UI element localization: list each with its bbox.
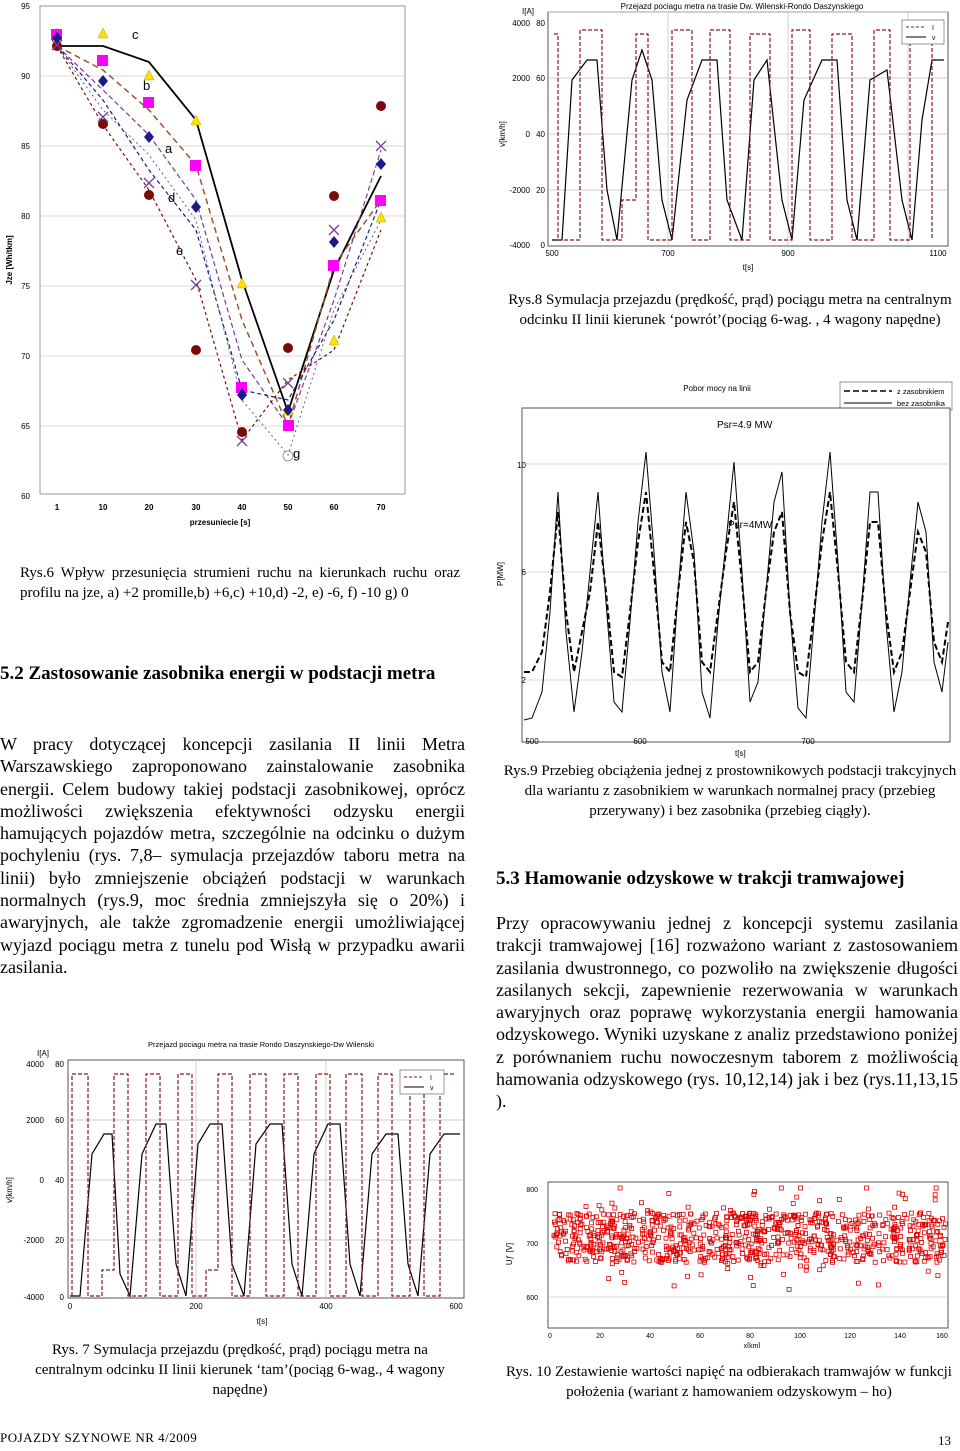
fig6-xtick: 40	[237, 503, 247, 512]
fig7-i-tick: -4000	[23, 1293, 44, 1302]
fig6-label-e: e	[176, 243, 184, 258]
fig6-label-c: c	[132, 27, 139, 42]
fig9-xlabel: t[s]	[735, 749, 746, 758]
fig7-t-tick: 400	[319, 1302, 333, 1311]
fig6-ytick: 90	[21, 72, 30, 81]
fig7-t-label: t[s]	[256, 1317, 268, 1326]
fig8-i-tick: -2000	[509, 186, 530, 195]
fig8-t-tick: 700	[661, 249, 675, 258]
fig6-label-d: d	[168, 190, 176, 205]
fig8-v-tick: 40	[536, 130, 545, 139]
figure-6-chart	[0, 0, 410, 532]
fig10-xtick: 120	[844, 1333, 856, 1340]
fig6-ytick: 95	[21, 2, 30, 11]
fig6-ytick: 70	[21, 352, 30, 361]
fig8-legend	[902, 20, 944, 44]
figure-6-svg	[0, 0, 410, 532]
fig7-t-tick: 600	[449, 1302, 463, 1311]
fig6-xtick: 70	[376, 503, 386, 512]
fig7-title: Przejazd pociagu metra na trasie Rondo Daszynskiego-Dw Wilenski	[148, 1040, 374, 1049]
fig10-xtick: 80	[746, 1333, 754, 1340]
figure-7-svg	[0, 1034, 470, 1334]
section-5-3-heading: 5.3 Hamowanie odzyskowe w trakcji tramwajowej	[496, 868, 905, 889]
fig8-t-tick: 900	[781, 249, 795, 258]
fig8-v-tick: 80	[536, 19, 545, 28]
fig6-xtick: 60	[329, 503, 339, 512]
fig10-ytick: 700	[526, 1241, 538, 1248]
figure-8-svg	[492, 0, 960, 280]
fig7-t-tick: 200	[189, 1302, 203, 1311]
fig10-ylabel: Uƒ [V]	[505, 1242, 514, 1266]
fig10-xtick: 60	[696, 1333, 704, 1340]
fig6-ytick: 80	[21, 212, 30, 221]
fig8-i-tick: -4000	[509, 241, 530, 250]
fig8-i-tick: 0	[525, 130, 530, 139]
fig8-v-tick: 60	[536, 74, 545, 83]
fig9-legend-bez: bez zasobnika	[897, 399, 945, 408]
fig7-v-tick: 0	[59, 1293, 64, 1302]
fig10-xtick: 0	[548, 1333, 552, 1340]
fig6-label-b: b	[143, 78, 151, 93]
fig9-xtick: 500	[525, 737, 539, 746]
fig10-xtick: 40	[646, 1333, 654, 1340]
fig6-ytick: 60	[21, 492, 30, 501]
figure-7-chart	[0, 1034, 470, 1334]
fig7-legend-i: I	[430, 1075, 432, 1082]
fig7-v-tick: 20	[55, 1236, 64, 1245]
fig7-i-tick: 0	[39, 1176, 44, 1185]
fig10-xtick: 20	[596, 1333, 604, 1340]
fig9-xtick: 700	[801, 737, 815, 746]
fig6-xlabel: przesuniecie [s]	[189, 518, 251, 527]
journal-footer: POJAZDY SZYNOWE NR 4/2009	[0, 1430, 198, 1445]
fig10-ytick: 800	[526, 1187, 538, 1194]
fig6-ytick: 85	[21, 142, 30, 151]
fig8-v-tick: 0	[540, 241, 545, 250]
fig8-v-label: v[km/h]	[498, 121, 507, 147]
fig9-annotation-1: Psr=4.9 MW	[717, 420, 773, 431]
fig7-legend	[400, 1070, 444, 1094]
fig8-i-tick: 2000	[512, 74, 530, 83]
fig8-i-tick: 4000	[512, 19, 530, 28]
figure-10-chart	[492, 1176, 960, 1348]
section-5-2-heading: 5.2 Zastosowanie zasobnika energii w podstacji metra	[0, 663, 436, 684]
fig10-xlabel: x[km]	[743, 1343, 761, 1348]
fig7-v-tick: 60	[55, 1116, 64, 1125]
section-5-3-body: Przy opracowywaniu jednej z koncepcji systemu zasilania trakcji tramwajowej [16] rozważono wariant z zastosowaniem zasilania dwustronnego, co pozwoliło na zwiększenie długości zasilanych sekcji, zapewnienie rezerwowania w warunkach awaryjnych oraz poprawę wykorzystania energii hamowania odzyskowego. Wyniki uzyskane z analiz przedstawiono poniżej z porównaniem ruchu nowoczesnym taborem z możliwością hamowania odzyskowego (rys. 10,12,14) jak i bez (rys.11,13,15 ).	[496, 913, 958, 1112]
fig9-xtick: 600	[633, 737, 647, 746]
fig9-ytick: 2	[521, 676, 526, 685]
figure-9-chart	[492, 372, 960, 748]
figure-10-svg	[492, 1176, 960, 1348]
fig6-ytick: 65	[21, 422, 30, 431]
fig9-ytick: 6	[521, 568, 526, 577]
fig7-i-tick: -2000	[23, 1236, 44, 1245]
fig10-xtick: 160	[936, 1333, 948, 1340]
fig8-t-tick: 1100	[929, 249, 947, 258]
fig6-xtick: 30	[191, 503, 201, 512]
caption-rys9: Rys.9 Przebieg obciążenia jednej z prostownikowych podstacji trakcyjnych dla wariantu z zasobnikiem w warunkach normalnej pracy (przebieg przerywany) i bez zasobnika (przebieg ciągły).	[503, 763, 957, 819]
page-number: 13	[938, 1433, 951, 1448]
fig9-ylabel: P[MW]	[496, 562, 505, 586]
section-5-2-body: W pracy dotyczącej koncepcji zasilania II linii Metra Warszawskiego zaproponowano zainstalowanie zasobnika energii. Celem budowy takiej podstacji zasobnikowej, oprócz możliwości zwiększenia efektywności odzysku energii hamujących pojazdów metra, szczególnie na odcinku o dużym pochyleniu (rys. 7,8– symulacja przejazdów taboru metra na linii) było zmniejszenie obciążeń podstacji w warunkach normalnych (rys.9, moc średnia zmniejszyła się o 20%) i awaryjnych, ale także zgromadzenie energii umożliwiającej wyjazd pociągu metra z tunelu pod Wisłą w przypadku awarii zasilania.	[0, 734, 465, 977]
fig10-xtick: 100	[794, 1333, 806, 1340]
fig7-i-tick: 4000	[26, 1060, 44, 1069]
fig7-v-label: v[km/h]	[5, 1177, 14, 1203]
fig7-legend-v: v	[430, 1085, 434, 1092]
fig8-title: Przejazd pociagu metra na trasie Dw. Wilenski-Rondo Daszynskiego	[620, 2, 864, 11]
fig7-t-tick: 0	[67, 1302, 73, 1311]
caption-rys6: Rys.6 Wpływ przesunięcia strumieni ruchu na kierunkach ruchu oraz profilu na jze, a) +2 promille,b) +6,c) +10,d) -2, e) -6, f) -10 g) 0	[20, 565, 460, 601]
figure-8-chart	[492, 0, 960, 280]
fig9-annotation-2: Psr=4MW	[728, 520, 773, 531]
fig7-v-tick: 80	[55, 1060, 64, 1069]
fig6-xtick: 50	[283, 503, 293, 512]
fig8-i-label: I[A]	[522, 7, 535, 16]
caption-rys10: Rys. 10 Zestawienie wartości napięć na odbierakach tramwajów w funkcji położenia (wariant z hamowaniem odzyskowym – ho)	[506, 1364, 952, 1400]
caption-rys7: Rys. 7 Symulacja przejazdu (prędkość, prąd) pociągu metra na centralnym odcinku II linii kierunek ‘tam’(pociąg 6-wag., 4 wagony napędne)	[35, 1342, 445, 1398]
fig8-v-tick: 20	[536, 186, 545, 195]
fig9-title: Pobor mocy na linii	[683, 384, 751, 393]
fig6-xtick: 10	[98, 503, 108, 512]
fig9-ytick: 10	[517, 461, 526, 470]
fig6-label-a: a	[165, 141, 173, 156]
fig7-i-tick: 2000	[26, 1116, 44, 1125]
figure-9-svg	[492, 372, 960, 748]
fig7-i-label: I[A]	[37, 1049, 50, 1058]
fig6-ylabel: Jze [Wh/tkm]	[5, 235, 14, 285]
fig10-xtick: 140	[894, 1333, 906, 1340]
fig6-xtick: 20	[144, 503, 154, 512]
caption-rys8: Rys.8 Symulacja przejazdu (prędkość, prąd) pociągu metra na centralnym odcinku II linii kierunek ‘powrót’(pociąg 6-wag. , 4 wagony napędne)	[508, 292, 952, 328]
fig6-label-g: g	[293, 446, 301, 461]
fig9-legend-z: z zasobnikiem	[897, 387, 945, 396]
fig8-legend-i: I	[932, 25, 934, 32]
fig8-legend-v: v	[932, 35, 936, 42]
fig6-xtick: 1	[54, 503, 60, 512]
fig8-t-label: t[s]	[742, 263, 754, 272]
fig6-ytick: 75	[21, 282, 30, 291]
fig8-t-tick: 500	[545, 249, 559, 258]
fig10-ytick: 600	[526, 1295, 538, 1302]
fig7-v-tick: 40	[55, 1176, 64, 1185]
